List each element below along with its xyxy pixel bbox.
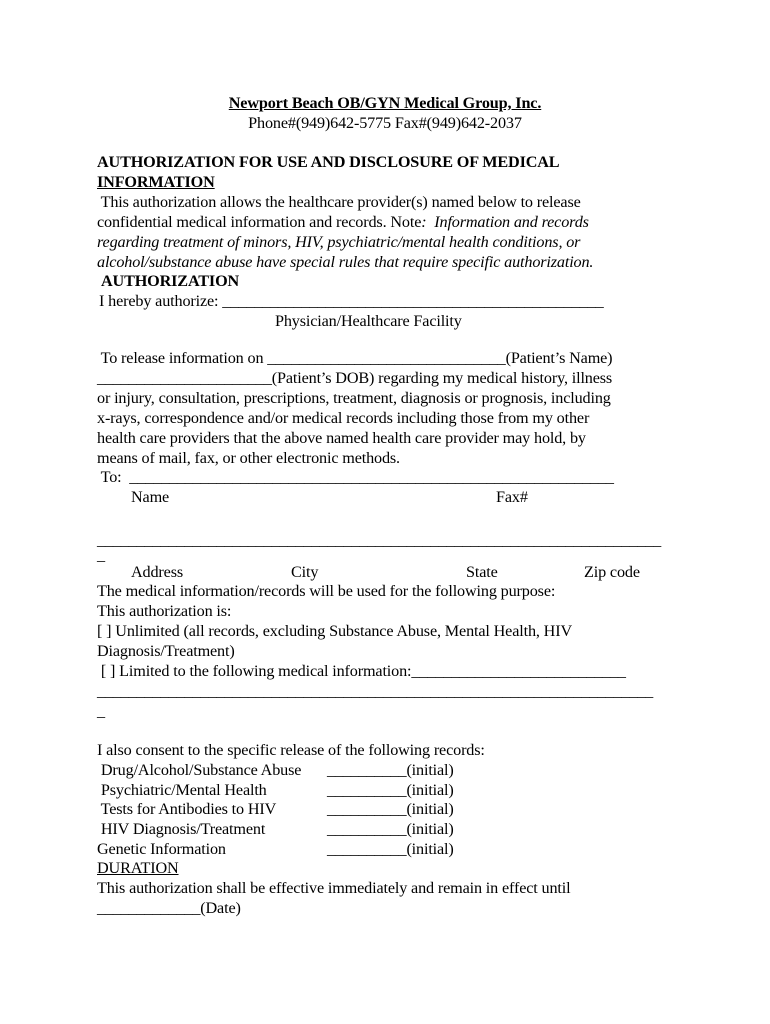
org-contact: Phone#(949)642-5775 Fax#(949)642-2037	[248, 114, 522, 132]
consent-item-initial[interactable]: __________(initial)	[327, 820, 454, 838]
intro-line3: regarding treatment of minors, HIV, psychiatric/mental health conditions, or	[97, 233, 581, 251]
date-label: (Date)	[200, 899, 241, 917]
release-line1[interactable]: To release information on ______________________________(Patient’s Name)	[97, 349, 613, 367]
consent-item-initial[interactable]: __________(initial)	[327, 840, 454, 858]
intro-line2-italic: : Information and records	[421, 213, 589, 231]
authorization-is-line: This authorization is:	[97, 602, 232, 620]
release-line5: health care providers that the above named health care provider may hold, by	[97, 429, 586, 447]
fax-label: Fax#	[496, 488, 528, 506]
limited-blank-tail: _	[97, 702, 105, 720]
limited-checkbox-line[interactable]: [ ] Limited to the following medical information:___________________________	[97, 662, 626, 680]
authorize-line[interactable]: I hereby authorize: ________________________________________________	[99, 292, 604, 310]
consent-item-label: Psychiatric/Mental Health	[97, 781, 267, 799]
purpose-line: The medical information/records will be used for the following purpose:	[97, 582, 556, 600]
duration-line: This authorization shall be effective immediately and remain in effect until	[97, 879, 571, 897]
authorize-caption: Physician/Healthcare Facility	[275, 312, 462, 330]
intro-line2	[97, 212, 589, 232]
unlimited-checkbox-line2: Diagnosis/Treatment)	[97, 642, 235, 660]
consent-item-initial[interactable]: __________(initial)	[327, 800, 454, 818]
intro-line1: This authorization allows the healthcare provider(s) named below to release	[97, 193, 581, 211]
consent-item-label: Tests for Antibodies to HIV	[97, 800, 277, 818]
address-line-tail: _	[97, 546, 105, 564]
zip-label: Zip code	[584, 563, 640, 581]
consent-intro: I also consent to the specific release of the following records:	[97, 741, 485, 759]
release-line4: x-rays, correspondence and/or medical records including those from my other	[97, 409, 590, 427]
city-label: City	[291, 563, 319, 581]
org-name: Newport Beach OB/GYN Medical Group, Inc.	[228, 94, 542, 112]
consent-item-label: Drug/Alcohol/Substance Abuse	[97, 761, 302, 779]
form-title-line2: INFORMATION	[97, 173, 215, 191]
consent-item-initial[interactable]: __________(initial)	[327, 761, 454, 779]
intro-line2-plain: confidential medical information and records. Note	[97, 213, 422, 231]
state-label: State	[466, 563, 498, 581]
form-title-line1: AUTHORIZATION FOR USE AND DISCLOSURE OF MEDICAL	[97, 153, 560, 171]
unlimited-checkbox-line1[interactable]: [ ] Unlimited (all records, excluding Substance Abuse, Mental Health, HIV	[97, 622, 572, 640]
release-line3: or injury, consultation, prescriptions, treatment, diagnosis or prognosis, including	[97, 389, 611, 407]
consent-item-initial[interactable]: __________(initial)	[327, 781, 454, 799]
to-line[interactable]: To: _____________________________________________________________	[97, 468, 614, 486]
release-line6: means of mail, fax, or other electronic methods.	[97, 449, 400, 467]
limited-blank-line[interactable]: ______________________________________________________________________	[97, 682, 654, 700]
duration-heading: DURATION	[97, 859, 179, 877]
address-line[interactable]: _______________________________________________________________________	[97, 531, 662, 549]
address-label: Address	[131, 563, 184, 581]
duration-date-line[interactable]	[97, 898, 241, 918]
release-line2[interactable]: ______________________(Patient’s DOB) regarding my medical history, illness	[97, 369, 613, 387]
date-blank[interactable]: _____________	[97, 899, 201, 917]
consent-item-label: Genetic Information	[97, 840, 226, 858]
consent-item-label: HIV Diagnosis/Treatment	[97, 820, 266, 838]
authorization-heading: AUTHORIZATION	[101, 272, 240, 290]
name-label: Name	[131, 488, 170, 506]
intro-line4: alcohol/substance abuse have special rules that require specific authorization.	[97, 253, 594, 271]
